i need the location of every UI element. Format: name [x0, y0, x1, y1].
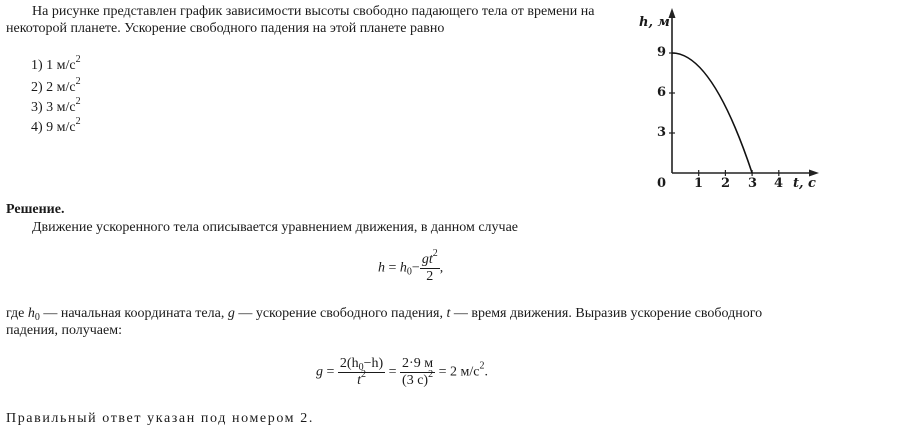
- solution-heading: Решение.: [6, 202, 65, 217]
- solution-where-line-2: падения, получаем:: [6, 323, 122, 338]
- problem-text-line-1: На рисунке представлен график зависимости высоты свободно падающего тела от времени на: [32, 4, 595, 19]
- equation-motion: $h = h_0-$ $\frac{gt^2}{2}$ ,: [378, 248, 444, 284]
- graph-svg: [630, 5, 820, 200]
- option-4: 4) 9 $м/с^2$: [31, 116, 81, 135]
- x-tick-2: 2: [721, 176, 731, 191]
- y-tick-3: 3: [657, 125, 667, 140]
- y-tick-9: 9: [657, 45, 667, 60]
- x-tick-3: 3: [748, 176, 758, 191]
- x-tick-4: 4: [774, 176, 784, 191]
- option-3: 3) 3 $м/с^2$: [31, 96, 81, 115]
- x-tick-1: 1: [694, 176, 704, 191]
- y-tick-6: 6: [657, 85, 667, 100]
- equation-g: g = $\frac{2(h_0-h)}{t^2}$ = $\frac{2\cdot 9 м}{(3 с)^2}$ = 2 $м/с^2$.: [316, 356, 488, 388]
- fraction-gt2-over-2: $\frac{gt^2}{2}$: [421, 248, 438, 284]
- solution-where-line-1: где $h_0$ — начальная координата тела, g — ускорение свободного падения, t — время движения. Выразив ускорение свободного: [6, 306, 763, 323]
- option-2: 2) 2 $м/с^2$: [31, 76, 81, 95]
- fraction-2h0-h-over-t2: $\frac{2(h_0-h)}{t^2}$: [339, 356, 384, 388]
- fraction-numeric: $\frac{2\cdot 9 м}{(3 с)^2}$: [402, 356, 434, 388]
- x-axis-label: t, с: [793, 176, 816, 191]
- y-axis-label: h, м: [639, 15, 670, 30]
- correct-answer: Правильный ответ указан под номером 2.: [6, 411, 314, 426]
- option-1: 1) 1 $м/с^2$: [31, 54, 81, 73]
- solution-intro: Движение ускоренного тела описывается уравнением движения, в данном случае: [32, 220, 519, 235]
- height-time-graph: [630, 5, 820, 200]
- origin-label: 0: [657, 176, 667, 191]
- problem-text-line-2: некоторой планете. Ускорение свободного падения на этой планете равно: [6, 21, 445, 36]
